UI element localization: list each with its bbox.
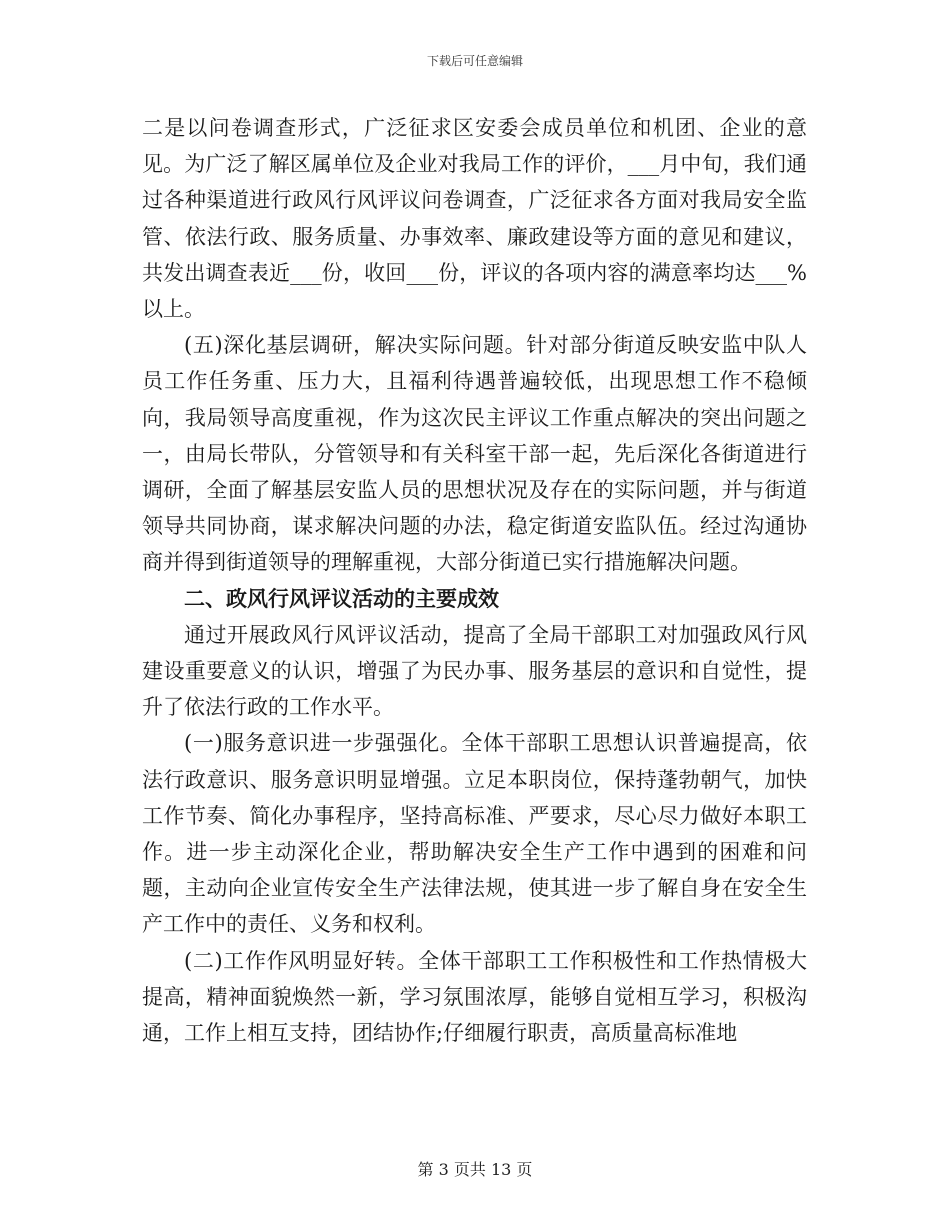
page-header-note: 下载后可任意编辑 bbox=[426, 54, 523, 68]
paragraph-service-awareness: (一)服务意识进一步强强化。全体干部职工思想认识普遍提高，依法行政意识、服务意识明显增强。立足本职岗位，保持蓬勃朝气，加快工作节奏、简化办事程序，坚持高标准、严要求，尽心尽力做好本职工作。进一步主动深化企业，帮助解决安全生产工作中遇到的困难和问题，主动向企业宣传安全生产法律法规，使其进一步了解自身在安全生产工作中的责任、义务和权利。 bbox=[142, 731, 807, 937]
paragraph-grassroots-research: (五)深化基层调研，解决实际问题。针对部分街道反映安监中队人员工作任务重、压力大，且福利待遇普遍较低，出现思想工作不稳倾向，我局领导高度重视，作为这次民主评议工作重点解决的突出问题之一，由局长带队，分管领导和有关科室干部一起，先后深化各街道进行调研，全面了解基层安监人员的思想状况及存在的实际问题，并与街道领导共同协商，谋求解决问题的办法，稳定街道安监队伍。经过沟通协商并得到街道领导的理解重视，大部分街道已实行措施解决问题。 bbox=[142, 333, 807, 575]
paragraph-survey: 二是以问卷调查形式，广泛征求区安委会成员单位和机团、企业的意见。为广泛了解区属单位及企业对我局工作的评价，___月中旬，我们通过各种渠道进行政风行风评议问卷调查，广泛征求各方面对我局安全监管、依法行政、服务质量、办事效率、廉政建设等方面的意见和建议，共发出调查表近___份，收回___份，评议的各项内容的满意率均达___%以上。 bbox=[142, 116, 807, 322]
paragraph-work-style: (二)工作作风明显好转。全体干部职工工作积极性和工作热情极大提高，精神面貌焕然一新，学习氛围浓厚，能够自觉相互学习，积极沟通，工作上相互支持，团结协作;仔细履行职责，高质量高标准地 bbox=[142, 948, 807, 1046]
paragraph-achievements-intro: 通过开展政风行风评议活动，提高了全局干部职工对加强政风行风建设重要意义的认识，增强了为民办事、服务基层的意识和自觉性，提升了依法行政的工作水平。 bbox=[142, 622, 807, 720]
section-heading-achievements: 二、政风行风评议活动的主要成效 bbox=[184, 586, 499, 611]
document-body bbox=[142, 110, 807, 1051]
page-number-footer: 第 3 页共 13 页 bbox=[417, 1160, 533, 1179]
